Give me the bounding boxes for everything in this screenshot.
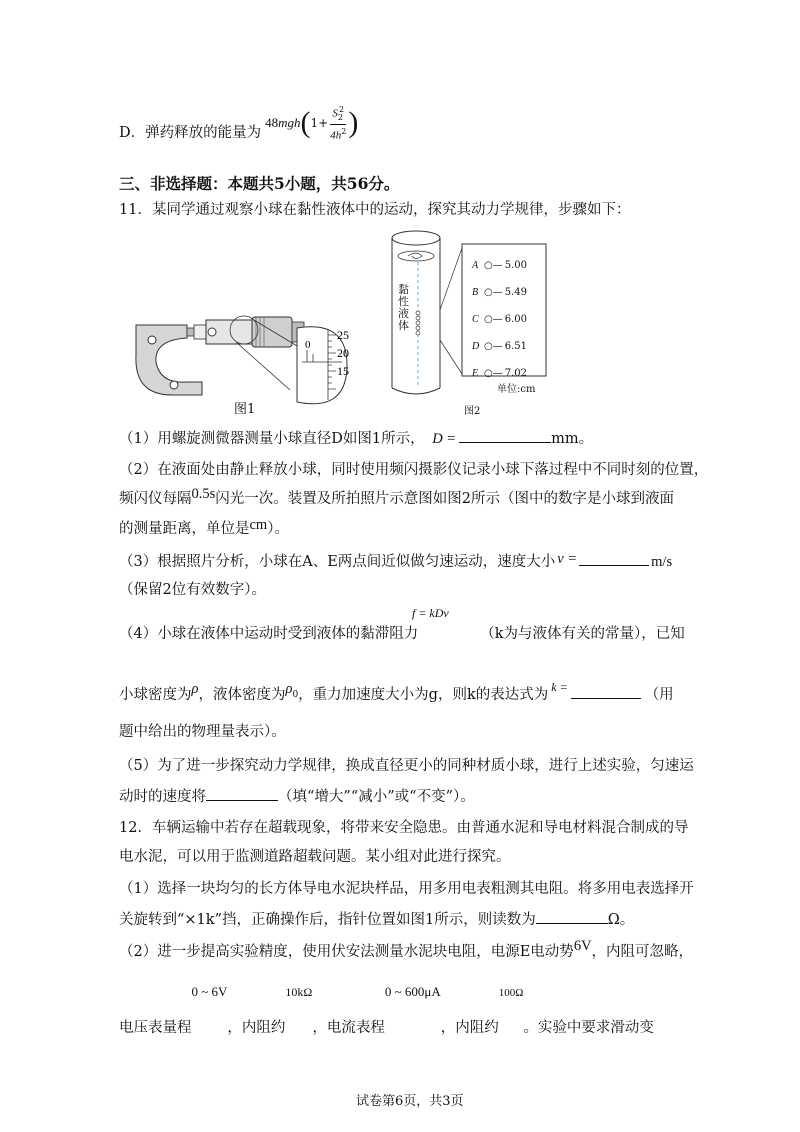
answer-blank-diameter[interactable] [459, 428, 551, 443]
q11-part2-line3: 的测量距离，单位是cm）。 [119, 517, 289, 537]
q11-part4-line3: 题中给出的物理量表示）。 [119, 724, 286, 740]
answer-blank-speed-change[interactable] [206, 786, 278, 801]
page-footer: 试卷第6页，共3页 [356, 1094, 464, 1109]
option-d [119, 105, 359, 148]
point-c: C ○— 6.00 [472, 314, 527, 325]
option-d-label: D．弹药释放的能量为 [119, 125, 262, 141]
figure-1-caption: 图1 [234, 402, 256, 417]
point-d: D ○— 6.51 [472, 341, 527, 352]
q12-intro-line2: 电水泥，可以用于监测道路超载问题。某小组对此进行探究。 [119, 849, 511, 865]
drag-formula: f = kDv [412, 606, 449, 620]
q12-part2-line1: （2）进一步提高实验精度，使用伏安法测量水泥块电阻，电源E电动势6V，内阻可忽略， [119, 938, 694, 960]
q11-part4-line2: 小球密度为ρ，液体密度为$\rho_0$，重力加速度大小为g，则k的表达式为 $^{k =}$ （用 [119, 680, 674, 703]
q11-part2-line1: （2）在液面处由静止释放小球，同时使用频闪摄影仪记录小球下落过程中不同时刻的位置， [119, 462, 709, 478]
liquid-label: 黏性液体 [398, 283, 409, 332]
scale-label-15: 15 [337, 364, 349, 378]
q11-part3-line2: （保留2位有效数字）。 [119, 582, 266, 598]
point-a: A ○— 5.00 [472, 260, 527, 271]
figure-2-caption: 图2 [464, 406, 481, 417]
energy-fraction: $\frac{S_2^2}{4h^2}$ [330, 105, 347, 142]
q11-part5-line2: 动时的速度将 （填“增大”“减小”或“不变”）。 [119, 786, 475, 807]
q12-part2-line2: 电压表量程0 ~ 6V，内阻约$^{10k\Omega}$，电流表程0 ~ 600μA，内阻约$^{100\Omega}$。实验中要求滑动变 [119, 984, 654, 1036]
photo-points [472, 252, 527, 387]
scale-label-0: 0 [305, 339, 311, 351]
point-e: E ○— 7.02 [472, 368, 527, 379]
option-d-formula: 48 mgh ( 1+ $\frac{S_2^2}{4h^2}$ ) [265, 105, 359, 142]
scale-label-20: 20 [337, 346, 349, 360]
q12-part1-line2: 关旋转到“×1k”挡，正确操作后，指针位置如图1所示，则读数为 Ω。 [119, 909, 634, 930]
point-b: B ○— 5.49 [472, 287, 527, 298]
q12-intro-line1: 12．车辆运输中若存在超载现象，将带来安全隐患。由普通水泥和导电材料混合制成的导 [119, 820, 689, 836]
q11-intro: 11．某同学通过观察小球在黏性液体中的运动，探究其动力学规律，步骤如下： [119, 202, 631, 218]
q11-part4-line1: （4）小球在液体中运动时受到液体的黏滞阻力 （k为与液体有关的常量），已知 [119, 626, 685, 642]
answer-blank-resistance[interactable] [536, 909, 608, 924]
unit-label: 单位:cm [497, 384, 536, 395]
q11-part5-line1: （5）为了进一步探究动力学规律，换成直径更小的同种材质小球，进行上述实验，匀速运 [119, 758, 694, 774]
q12-part1-line1: （1）选择一块均匀的长方体导电水泥块样品，用多用电表粗测其电阻。将多用电表选择开 [119, 881, 694, 897]
answer-blank-k[interactable] [571, 684, 641, 699]
q11-part3-line1: （3）根据照片分析，小球在A、E两点间近似做匀速运动，速度大小 v = m/s [119, 551, 673, 570]
section-heading: 三、非选择题：本题共5小题，共56分。 [119, 174, 400, 193]
answer-blank-velocity[interactable] [579, 551, 649, 566]
q11-part2-line2: 频闪仪每隔0.5s闪光一次。装置及所拍照片示意图如图2所示（图中的数字是小球到液面 [119, 486, 675, 507]
scale-label-25: 25 [337, 328, 349, 342]
q11-part1: （1）用螺旋测微器测量小球直径D如图1所示， D = mm。 [119, 428, 593, 449]
